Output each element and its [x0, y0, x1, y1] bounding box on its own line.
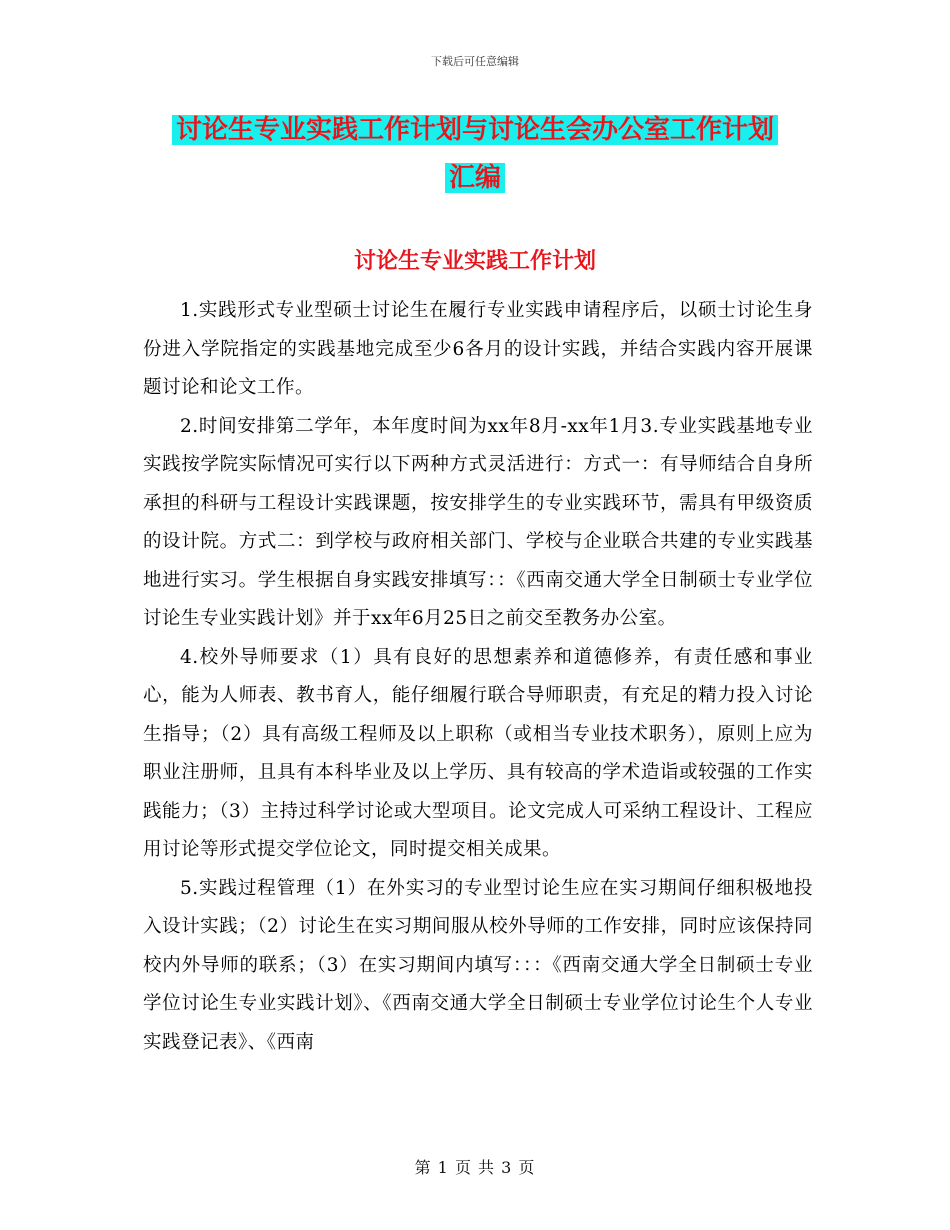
document-body [143, 292, 813, 1062]
document-title-line-2: 汇编 [445, 163, 505, 193]
page-footer: 第 1 页 共 3 页 [414, 1158, 536, 1177]
section-title: 讨论生专业实践工作计划 [353, 249, 596, 274]
paragraph-4: 5.实践过程管理（1）在外实习的专业型讨论生应在实习期间仔细积极地投入设计实践；（2）讨论生在实习期间服从校外导师的工作安排，同时应该保持同校内外导师的联系；（3）在实习期间内填写：：：《西南交通大学全日制硕士专业学位讨论生专业实践计划》、《西南交通大学全日制硕士专业学位讨论生个人专业实践登记表》、《西南 [143, 877, 813, 1053]
paragraph-2: 2.时间安排第二学年，本年度时间为xx年8月-xx年1月3.专业实践基地专业实践按学院实际情况可实行以下两种方式灵活进行：方式一：有导师结合自身所承担的科研与工程设计实践课题，按安排学生的专业实践环节，需具有甲级资质的设计院。方式二：到学校与政府相关部门、学校与企业联合共建的专业实践基地进行实习。学生根据自身实践安排填写：：《西南交通大学全日制硕士专业学位讨论生专业实践计划》并于xx年6月25日之前交至教务办公室。 [143, 415, 813, 629]
document-title-line-1: 讨论生专业实践工作计划与讨论生会办公室工作计划 [172, 115, 778, 145]
header-note: 下载后可任意编辑 [431, 55, 519, 68]
paragraph-1: 1.实践形式专业型硕士讨论生在履行专业实践申请程序后，以硕士讨论生身份进入学院指定的实践基地完成至少6各月的设计实践，并结合实践内容开展课题讨论和论文工作。 [143, 300, 813, 398]
document-title [0, 106, 950, 202]
paragraph-3: 4.校外导师要求（1）具有良好的思想素养和道德修养，有责任感和事业心，能为人师表、教书育人，能仔细履行联合导师职责，有充足的精力投入讨论生指导；（2）具有高级工程师及以上职称（或相当专业技术职务），原则上应为职业注册师，且具有本科毕业及以上学历、具有较高的学术造诣或较强的工作实践能力；（3）主持过科学讨论或大型项目。论文完成人可采纳工程设计、工程应用讨论等形式提交学位论文，同时提交相关成果。 [143, 646, 813, 860]
